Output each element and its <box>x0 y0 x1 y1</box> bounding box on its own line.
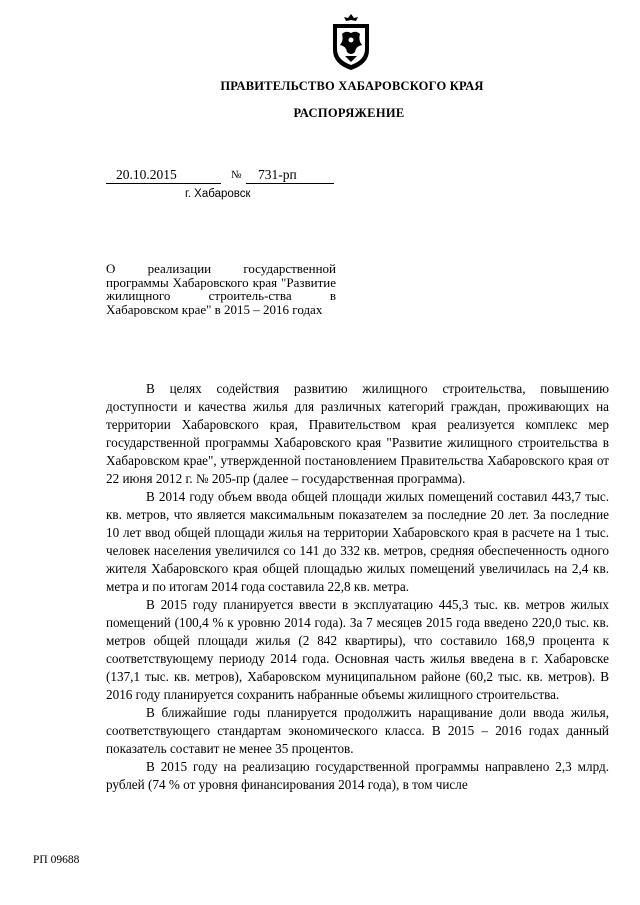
city-name: г. Хабаровск <box>185 188 251 200</box>
footer-code: РП 09688 <box>33 854 80 866</box>
document-subject: О реализации государственной программы Хабаровского края "Развитие жилищного строитель-ства в Хабаровском крае" в 2015 – 2016 годах <box>106 261 336 317</box>
document-date: 20.10.2015 <box>116 167 177 182</box>
paragraph: В 2015 году планируется ввести в эксплуатацию 445,3 тыс. кв. метров жилых помещений (100,4 % к уровню 2014 года). За 7 месяцев 2015 года введено 220,0 тыс. кв. метров общей площади жилья (2 842 квартиры), что составило 168,9 процента к соответствующему периоду 2014 года. Основная часть жилья введена в г. Хабаровске (137,1 тыс. кв. метров), Хабаровском муниципальном районе (60,2 тыс. кв. метров). В 2016 году планируется сохранить набранные объемы жилищного строительства. <box>106 597 609 702</box>
paragraph: В 2014 году объем ввода общей площади жилых помещений составил 443,7 тыс. кв. метров, что является максимальным показателем за последние 20 лет. За последние 10 лет ввод общей площади жилья на территории Хабаровского края в расчете на 1 тыс. человек населения увеличился со 141 до 332 кв. метров, средняя обеспеченность одного жителя Хабаровского края общей площадью жилых помещений увеличилась на 2,4 кв. метра и по итогам 2014 года составила 22,8 кв. метра. <box>106 489 609 594</box>
document-body <box>106 380 609 794</box>
paragraph: В ближайшие годы планируется продолжить наращивание доли ввода жилья, соответствующего стандартам экономического класса. В 2015 – 2016 годах данный показатель составит не менее 35 процентов. <box>106 705 609 756</box>
number-underline <box>246 183 334 184</box>
government-title: ПРАВИТЕЛЬСТВО ХАБАРОВСКОГО КРАЯ <box>220 79 484 93</box>
document-type: РАСПОРЯЖЕНИЕ <box>293 106 405 120</box>
coat-of-arms-icon <box>328 12 374 72</box>
number-sign: № <box>231 169 242 181</box>
document-number: 731-рп <box>258 167 297 182</box>
date-underline <box>106 183 221 184</box>
paragraph: В 2015 году на реализацию государственной программы направлено 2,3 млрд. рублей (74 % от уровня финансирования 2014 года), в том числе <box>106 759 609 792</box>
paragraph: В целях содействия развитию жилищного строительства, повышению доступности и качества жилья для различных категорий граждан, проживающих на территории Хабаровского края, Правительством края реализуется комплекс мер государственной программы Хабаровского края "Развитие жилищного строительства в Хабаровском крае", утвержденной постановлением Правительства Хабаровского края от 22 июня 2012 г. № 205-пр (далее – государственная программа). <box>106 381 609 486</box>
